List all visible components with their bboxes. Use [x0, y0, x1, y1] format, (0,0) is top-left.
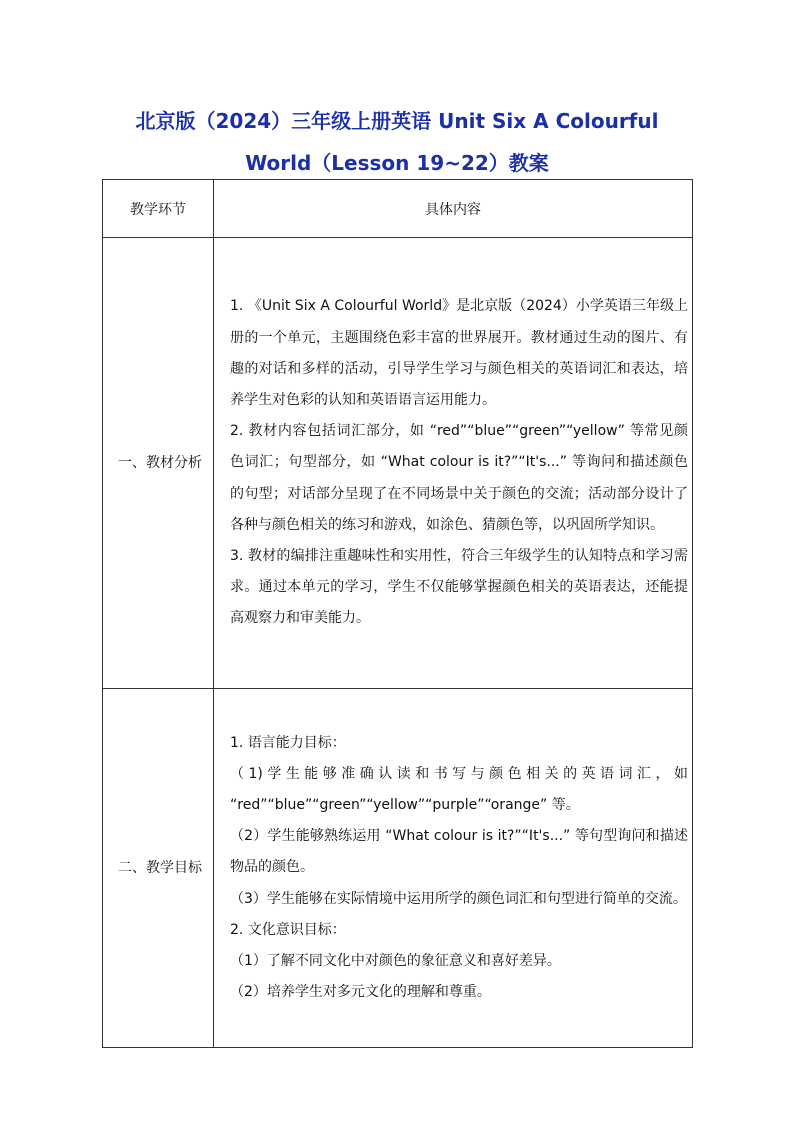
content-paragraph: 1. 语言能力目标：	[230, 734, 346, 751]
content-paragraph: 1. 《Unit Six A Colourful World》是北京版（2024）小学英语三年级上册的一个单元，主题围绕色彩丰富的世界展开。教材通过生动的图片、有趣的对话和多样的活动，引导学生学习与颜色相关的英语词汇和表达，培养学生对色彩的认知和英语语言运用能力。	[230, 298, 688, 408]
document-title	[100, 100, 694, 184]
content-paragraph: （2）培养学生对多元文化的理解和尊重。	[230, 984, 491, 1001]
content-paragraph: 2. 文化意识目标：	[230, 921, 346, 938]
lesson-plan-table	[102, 179, 693, 1048]
content-paragraph: 2. 教材内容包括词汇部分，如 “red”“blue”“green”“yellow” 等常见颜色词汇；句型部分，如 “What colour is it?”“It's...” 等询问和描述颜色的句型；对话部分呈现了在不同场景中关于颜色的交流；活动部分设计了各种与颜色相关的练习和游戏，如涂色、猜颜色等，以巩固所学知识。	[230, 423, 688, 533]
document-title-line-2: World（Lesson 19~22）教案	[245, 151, 549, 175]
table-row	[103, 689, 693, 1048]
content-cell	[214, 689, 693, 1048]
content-paragraph: （2）学生能够熟练运用 “What colour is it?”“It's...” 等句型询问和描述物品的颜色。	[230, 828, 688, 876]
content-paragraph: （3）学生能够在实际情境中运用所学的颜色词汇和句型进行简单的交流。	[230, 890, 687, 907]
header-content: 具体内容	[214, 180, 693, 238]
content-paragraph: （1)学生能够准确认读和书写与颜色相关的英语词汇，如 “red”“blue”“green”“yellow”“purple”“orange” 等。	[230, 765, 688, 813]
header-stage: 教学环节	[103, 180, 214, 238]
content-paragraph: 3. 教材的编排注重趣味性和实用性，符合三年级学生的认知特点和学习需求。通过本单元的学习，学生不仅能够掌握颜色相关的英语表达，还能提高观察力和审美能力。	[230, 548, 688, 627]
stage-cell: 一、教材分析	[103, 238, 214, 689]
stage-cell: 二、教学目标	[103, 689, 214, 1048]
document-title-line-1: 北京版（2024）三年级上册英语 Unit Six A Colourful	[135, 109, 659, 133]
content-cell	[214, 238, 693, 689]
table-row	[103, 238, 693, 689]
content-paragraph: （1）了解不同文化中对颜色的象征意义和喜好差异。	[230, 953, 561, 969]
table-header-row	[103, 180, 693, 238]
